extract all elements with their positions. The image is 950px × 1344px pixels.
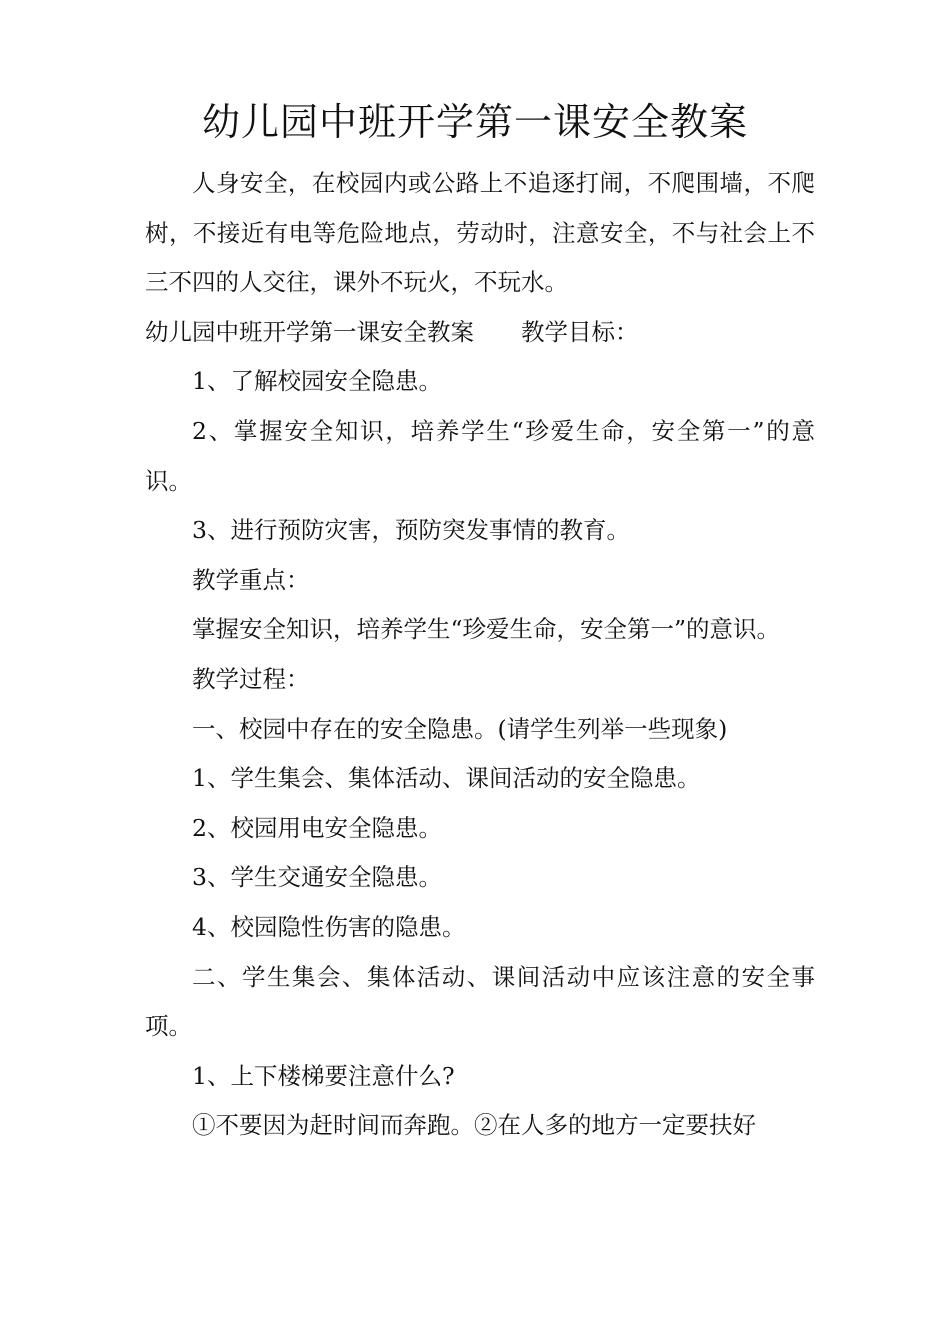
paragraph: 二、学生集会、集体活动、课间活动中应该注意的安全事项。 [145,962,815,1041]
document-title: 幼儿园中班开学第一课安全教案 [201,100,748,144]
paragraph: 一、校园中存在的安全隐患。(请学生列举一些现象) [192,714,728,743]
paragraph: 2、校园用电安全隐患。 [192,813,442,842]
paragraph-lead: 幼儿园中班开学第一课安全教案 [145,317,474,346]
paragraph: 1、上下楼梯要注意什么? [192,1061,455,1090]
document-body [145,159,815,1151]
paragraph: 3、进行预防灾害，预防突发事情的教育。 [192,516,630,545]
paragraph: 2、掌握安全知识，培养学生“珍爱生命，安全第一”的意识。 [145,416,815,495]
paragraph: 1、了解校园安全隐患。 [192,367,442,396]
section-heading: 教学重点： [192,565,310,594]
section-heading: 教学过程： [192,664,310,693]
paragraph: 人身安全，在校园内或公路上不追逐打闹，不爬围墙，不爬树，不接近有电等危险地点，劳动时，注意安全，不与社会上不三不四的人交往，课外不玩火，不玩水。 [145,169,815,297]
paragraph: 3、学生交通安全隐患。 [192,863,442,892]
paragraph-heading-line [145,308,815,358]
paragraph: ①不要因为赶时间而奔跑。②在人多的地方一定要扶好 [192,1111,756,1140]
paragraph: 1、学生集会、集体活动、课间活动的安全隐患。 [192,764,701,793]
paragraph: 掌握安全知识，培养学生“珍爱生命，安全第一”的意识。 [192,615,781,644]
paragraph-tail: 教学目标： [521,317,639,346]
paragraph: 4、校园隐性伤害的隐患。 [192,912,466,941]
